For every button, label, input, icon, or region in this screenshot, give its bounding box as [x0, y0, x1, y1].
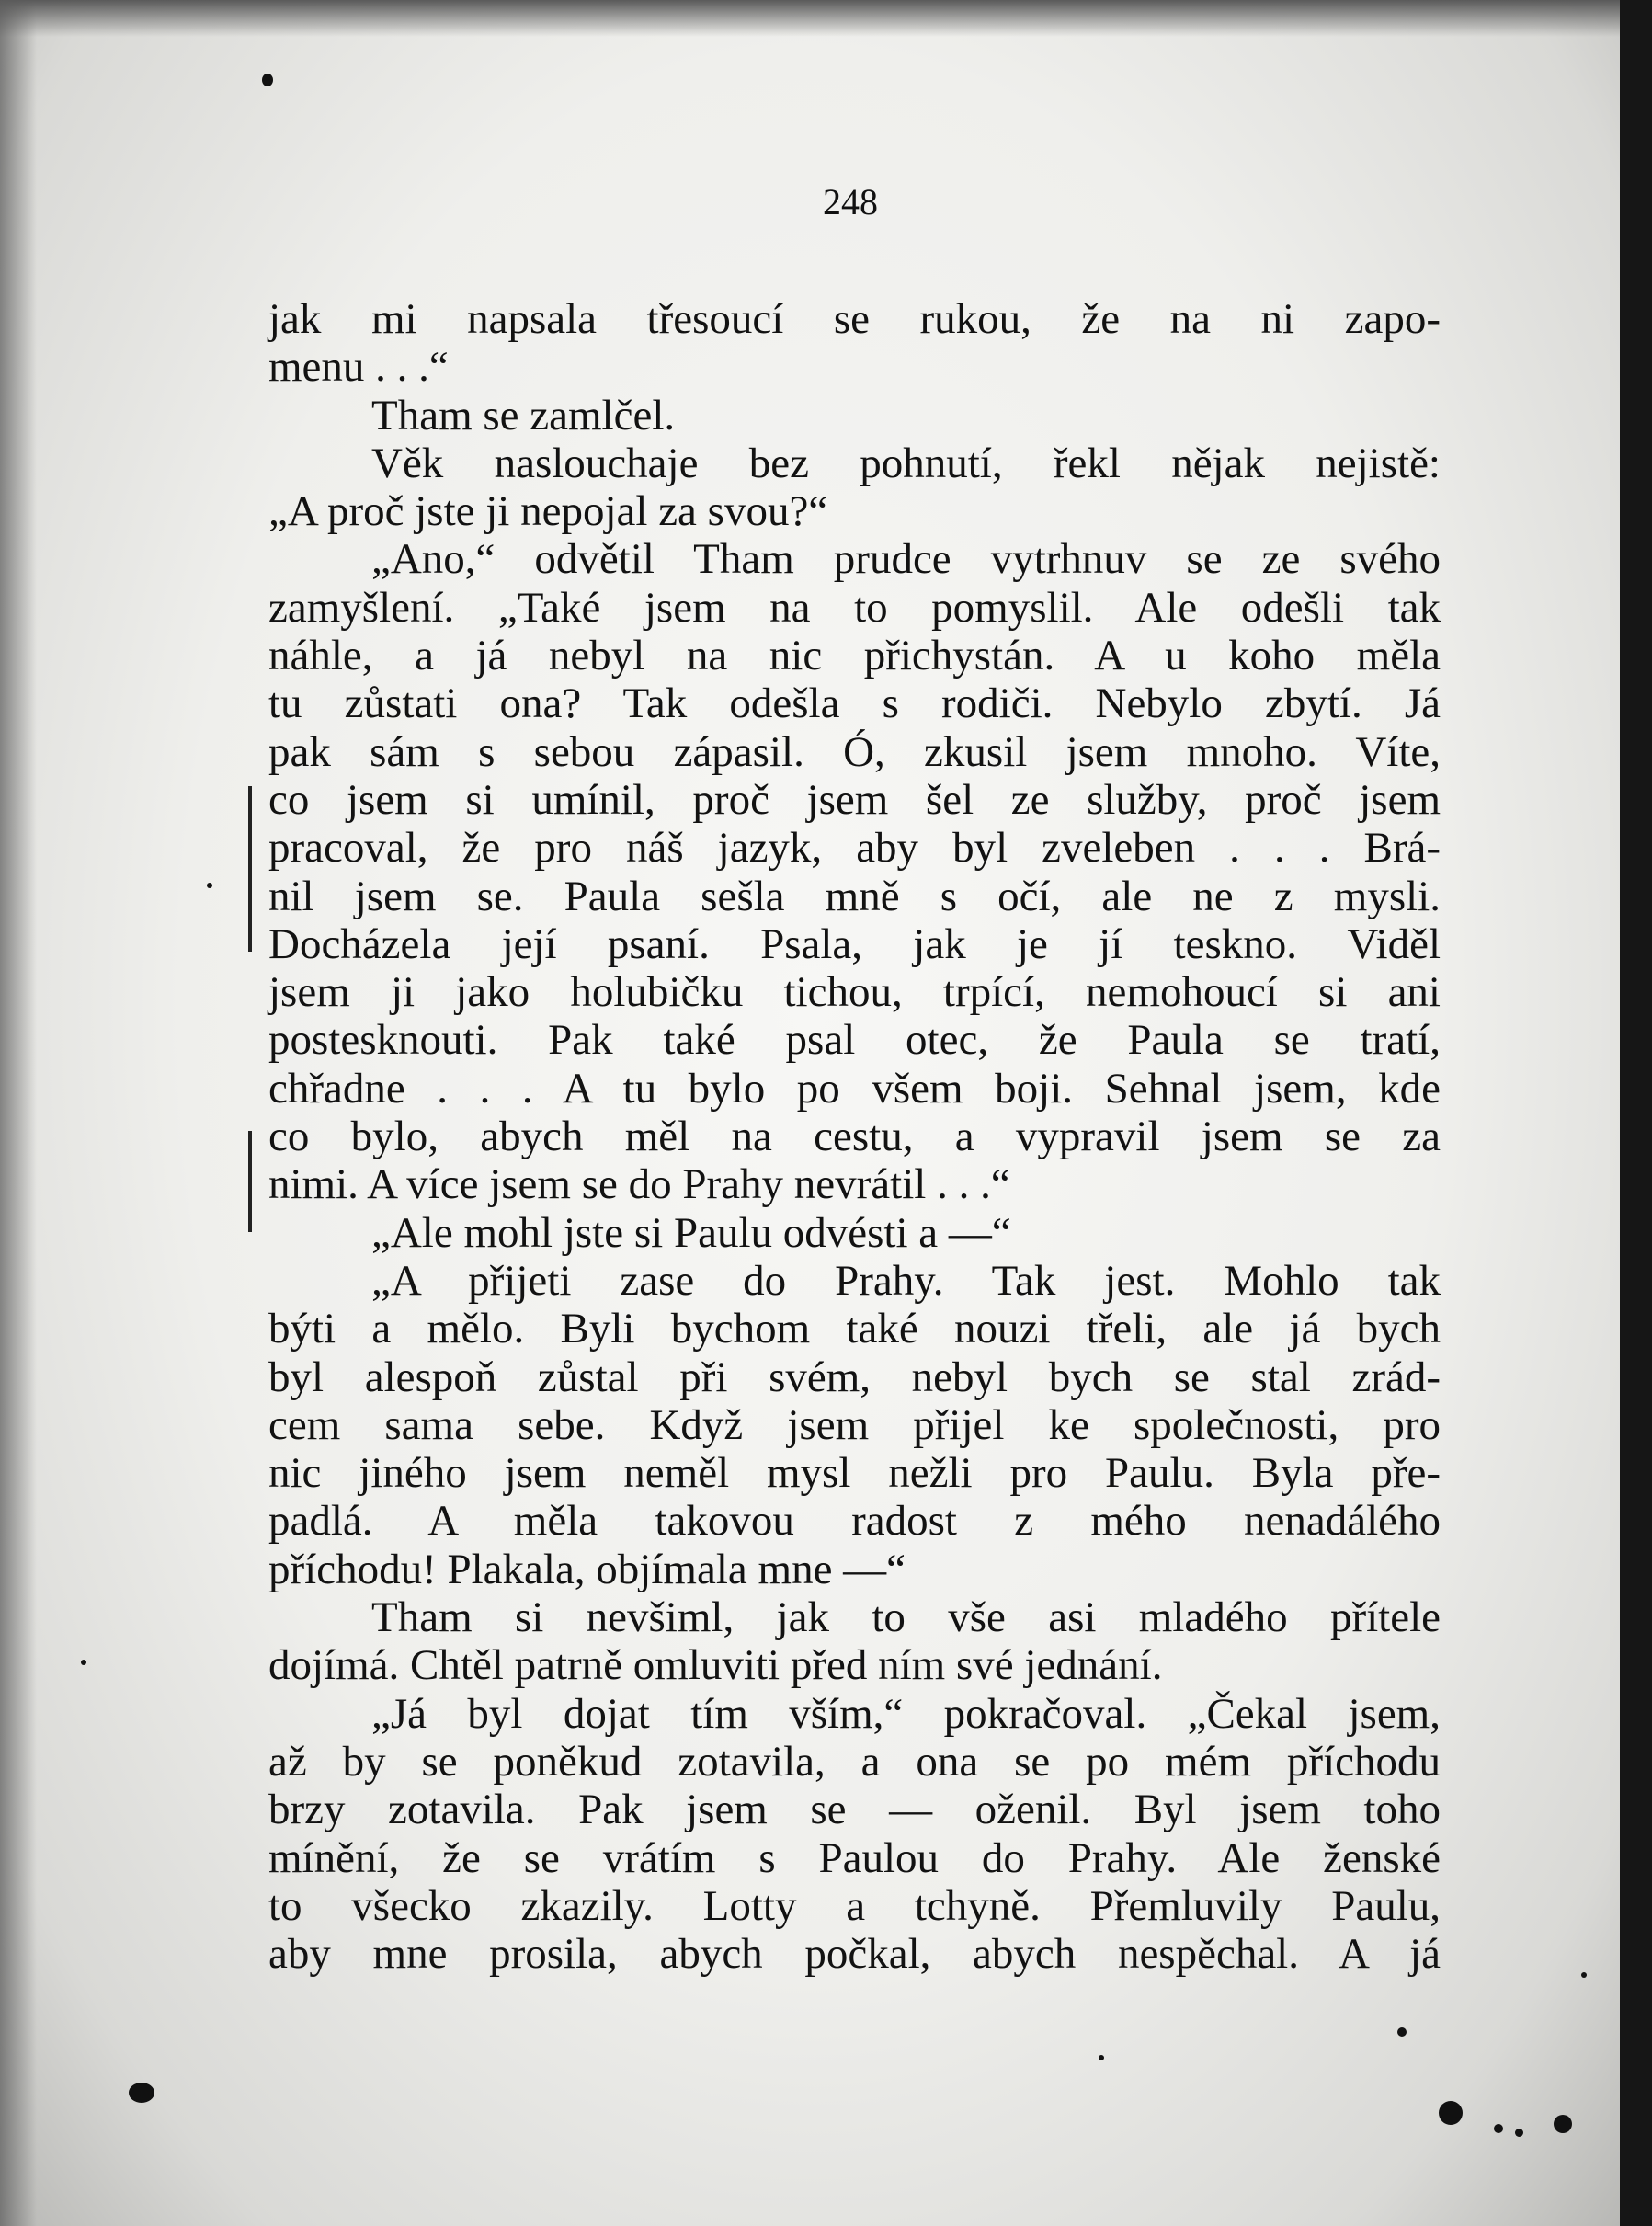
text-line: nimi. A více jsem se do Prahy nevrátil . . .“	[268, 1160, 1010, 1209]
text-line: chřadne . . . A tu bylo po všem boji. Sehnal jsem, kde	[268, 1064, 1441, 1113]
text-line: jak mi napsala třesoucí se rukou, že na ni zapo-	[268, 295, 1441, 343]
text-line: Věk naslouchaje bez pohnutí, řekl nějak nejistě:	[371, 439, 1441, 487]
text-line: byl alespoň zůstal při svém, nebyl bych se stal zrád-	[268, 1353, 1441, 1401]
text-line: jsem ji jako holubičku tichou, trpící, nemohoucí si ani	[268, 968, 1441, 1017]
text-line: zamyšlení. „Také jsem na to pomyslil. Ale odešli tak	[268, 583, 1441, 632]
text-line: „A přijeti zase do Prahy. Tak jest. Mohlo tak	[371, 1256, 1441, 1305]
text-line: „Ale mohl jste si Paulu odvésti a —“	[371, 1208, 1011, 1257]
scan-right-edge	[1620, 0, 1652, 2226]
scan-left-shadow	[0, 0, 37, 2226]
body-text	[268, 295, 1441, 1978]
scan-top-shadow	[0, 0, 1620, 37]
text-line: nic jiného jsem neměl mysl nežli pro Paulu. Byla pře-	[268, 1449, 1441, 1498]
text-line: nil jsem se. Paula sešla mně s očí, ale ne z mysli.	[268, 872, 1441, 920]
margin-mark	[248, 1131, 252, 1232]
text-line: pracoval, že pro náš jazyk, aby byl zveleben . . . Brá-	[268, 824, 1441, 873]
scan-speck	[1099, 2055, 1104, 2060]
text-line: aby mne prosila, abych počkal, abych nespěchal. A já	[268, 1930, 1441, 1979]
scan-speck	[81, 1660, 86, 1665]
text-line: to všecko zkazily. Lotty a tchyně. Přemluvily Paulu,	[268, 1881, 1441, 1930]
text-line: Tham se zamlčel.	[371, 391, 676, 439]
scan-speck	[1397, 2027, 1407, 2037]
text-line: Docházela její psaní. Psala, jak je jí teskno. Viděl	[268, 919, 1441, 968]
scan-speck	[1494, 2124, 1503, 2133]
text-line: „A proč jste ji nepojal za svou?“	[268, 487, 828, 536]
scan-speck	[1581, 1972, 1587, 1978]
text-line: co bylo, abych měl na cestu, a vypravil jsem se za	[268, 1113, 1441, 1161]
text-line: menu . . .“	[268, 343, 449, 392]
scan-speck	[262, 74, 273, 86]
scan-speck	[1554, 2115, 1572, 2133]
text-line: tu zůstati ona? Tak odešla s rodiči. Nebylo zbytí. Já	[268, 679, 1441, 728]
text-line: náhle, a já nebyl na nic přichystán. A u koho měla	[268, 632, 1441, 680]
text-line: býti a mělo. Byli bychom také nouzi třeli, ale já bych	[268, 1305, 1441, 1353]
text-line: pak sám s sebou zápasil. Ó, zkusil jsem mnoho. Víte,	[268, 727, 1441, 776]
text-line: „Ano,“ odvětil Tham prudce vytrhnuv se ze svého	[371, 535, 1441, 584]
scan-speck	[129, 2083, 154, 2103]
text-line: až by se poněkud zotavila, a ona se po mém příchodu	[268, 1737, 1441, 1786]
text-line: co jsem si umínil, proč jsem šel ze služby, proč jsem	[268, 775, 1441, 824]
text-line: mínění, že se vrátím s Paulou do Prahy. Ale ženské	[268, 1833, 1441, 1882]
scan-speck	[1439, 2101, 1463, 2125]
text-line: dojímá. Chtěl patrně omluviti před ním své jednání.	[268, 1641, 1163, 1690]
scan-speck	[1515, 2129, 1523, 2137]
text-line: postesknouti. Pak také psal otec, že Paula se tratí,	[268, 1016, 1441, 1065]
margin-mark	[248, 786, 252, 952]
text-line: brzy zotavila. Pak jsem se — oženil. Byl jsem toho	[268, 1786, 1441, 1834]
page-number: 248	[823, 181, 878, 223]
text-line: Tham si nevšiml, jak to vše asi mladého přítele	[371, 1593, 1441, 1642]
text-line: příchodu! Plakala, objímala mne —“	[268, 1545, 906, 1593]
text-line: padlá. A měla takovou radost z mého nenadálého	[268, 1497, 1441, 1546]
text-line: cem sama sebe. Když jsem přijel ke společnosti, pro	[268, 1400, 1441, 1449]
scan-speck	[207, 883, 212, 888]
text-line: „Já byl dojat tím vším,“ pokračoval. „Čekal jsem,	[371, 1689, 1441, 1738]
